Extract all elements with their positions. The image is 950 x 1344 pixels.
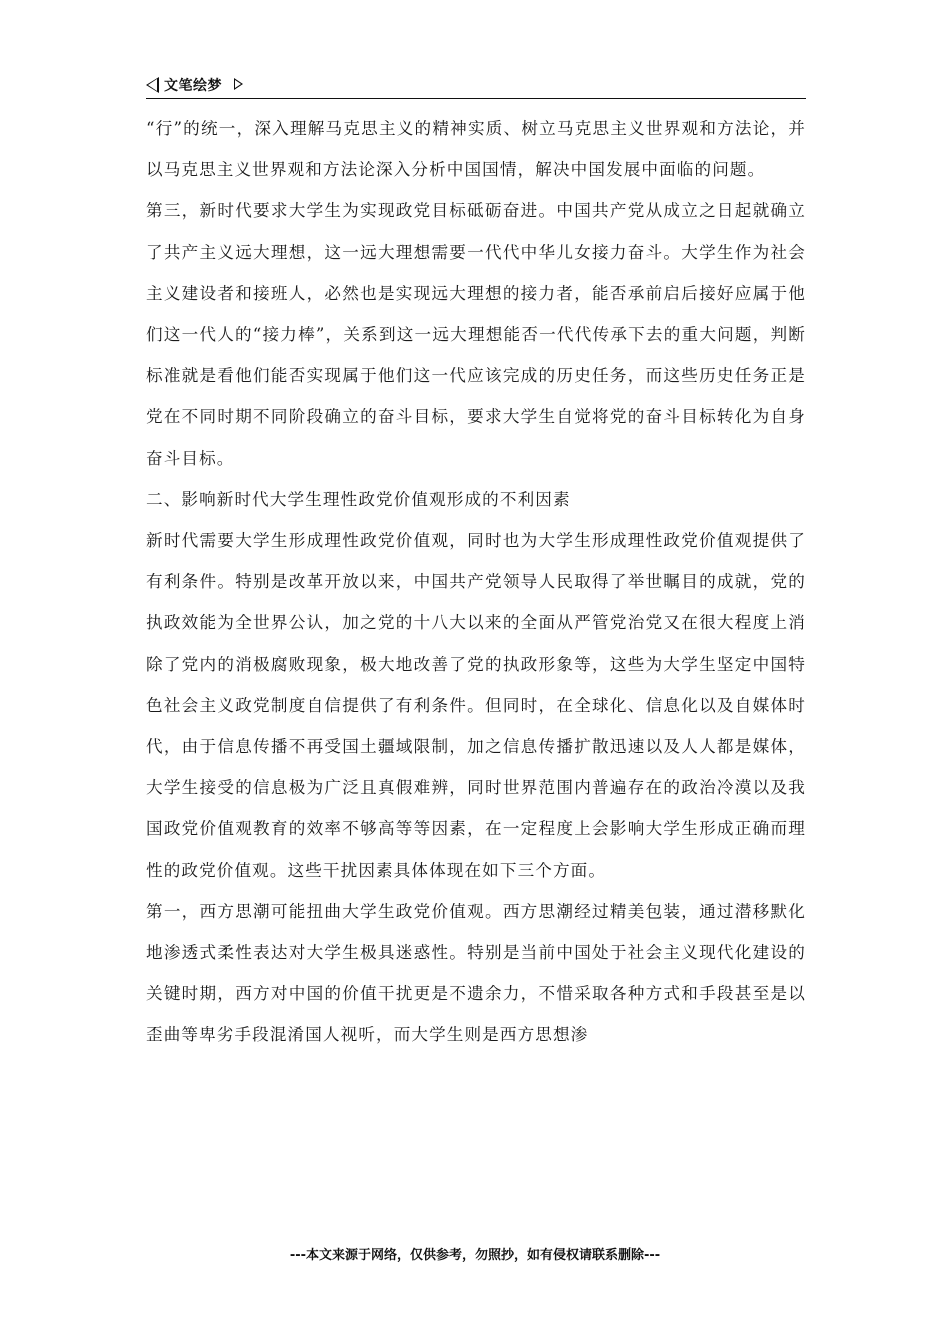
section-heading: 二、影响新时代大学生理性政党价值观形成的不利因素 — [146, 489, 571, 509]
right-triangle-icon — [234, 78, 243, 90]
header-title: 文笔绘梦 — [164, 78, 222, 94]
paragraph: 第一，西方思潮可能扭曲大学生政党价值观。西方思潮经过精美包装，通过潜移默化地渗透式柔性表达对大学生极具迷惑性。特别是当前中国处于社会主义现代化建设的关键时期，西方对中国的价值干扰更是不遗余力，不惜采取各种方式和手段甚至是以歪曲等卑劣手段混淆国人视听，而大学生则是西方思想渗 — [146, 901, 806, 1045]
left-triangle-icon — [146, 77, 159, 93]
paragraph: 第三，新时代要求大学生为实现政党目标砥砺奋进。中国共产党从成立之日起就确立了共产主义远大理想，这一远大理想需要一代代中华儿女接力奋斗。大学生作为社会主义建设者和接班人，必然也是实现远大理想的接力者，能否承前启后接好应属于他们这一代人的“接力棒”，关系到这一远大理想能否一代代传承下去的重大问题，判断标准就是看他们能否实现属于他们这一代应该完成的历史任务，而这些历史任务正是党在不同时期不同阶段确立的奋斗目标，要求大学生自觉将党的奋斗目标转化为自身奋斗目标。 — [146, 201, 806, 468]
paragraph: “行”的统一，深入理解马克思主义的精神实质、树立马克思主义世界观和方法论，并以马克思主义世界观和方法论深入分析中国国情，解决中国发展中面临的问题。 — [146, 119, 806, 180]
page-header — [146, 72, 806, 99]
page-footer: ---本文来源于网络，仅供参考，勿照抄，如有侵权请联系删除--- — [289, 1248, 661, 1263]
document-body — [146, 108, 806, 1056]
paragraph: 新时代需要大学生形成理性政党价值观，同时也为大学生形成理性政党价值观提供了有利条件。特别是改革开放以来，中国共产党领导人民取得了举世瞩目的成就，党的执政效能为全世界公认，加之党的十八大以来的全面从严管党治党又在很大程度上消除了党内的消极腐败现象，极大地改善了党的执政形象等，这些为大学生坚定中国特色社会主义政党制度自信提供了有利条件。但同时，在全球化、信息化以及自媒体时代，由于信息传播不再受国土疆域限制，加之信息传播扩散迅速以及人人都是媒体，大学生接受的信息极为广泛且真假难辨，同时世界范围内普遍存在的政治冷漠以及我国政党价值观教育的效率不够高等等因素，在一定程度上会影响大学生形成正确而理性的政党价值观。这些干扰因素具体体现在如下三个方面。 — [146, 531, 806, 880]
